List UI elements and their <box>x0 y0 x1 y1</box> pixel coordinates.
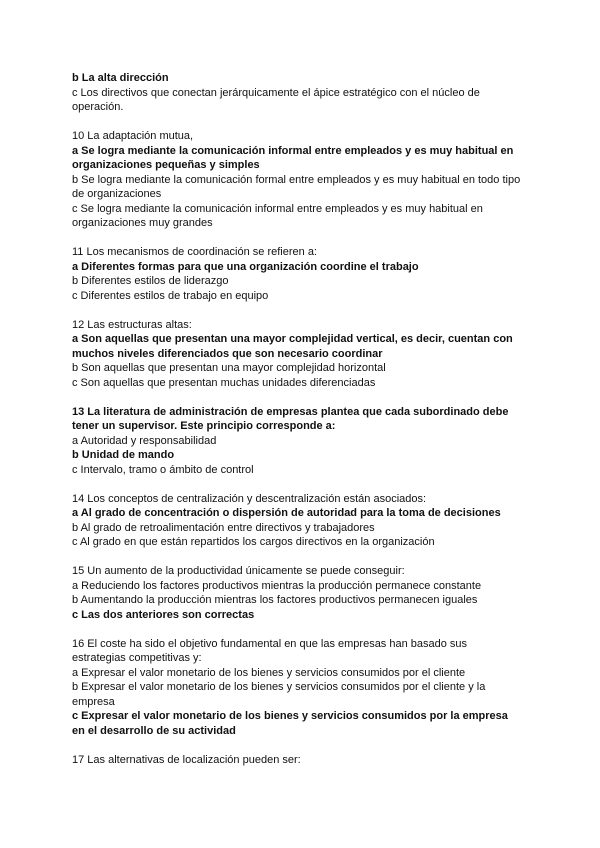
text-line: a Autoridad y responsabilidad <box>72 434 217 447</box>
text-line: 14 Los conceptos de centralización y descentralización están asociados: <box>72 492 427 505</box>
answer-line-highlighted: a Diferentes formas para que una organización coordine el trabajo <box>72 260 419 273</box>
question-block <box>72 318 532 391</box>
text-line: empresa <box>72 695 115 708</box>
text-line: b Expresar el valor monetario de los bienes y servicios consumidos por el cliente y la <box>72 681 486 693</box>
text-line: operación. <box>72 101 124 113</box>
text-line: de organizaciones <box>72 188 162 200</box>
document-content <box>72 71 532 767</box>
question-block <box>72 564 532 622</box>
question-block <box>72 245 532 303</box>
answer-line-highlighted: tener un supervisor. Este principio corresponde a: <box>72 420 336 432</box>
text-line: c Los directivos que conectan jerárquicamente el ápice estratégico con el núcleo de <box>72 86 480 99</box>
answer-line-highlighted: muchos niveles diferenciados que son necesario coordinar <box>72 347 383 360</box>
text-line: a Expresar el valor monetario de los bienes y servicios consumidos por el cliente <box>72 666 466 679</box>
question-block <box>72 405 532 478</box>
text-line: b Diferentes estilos de liderazgo <box>72 275 229 287</box>
answer-line-highlighted: a Al grado de concentración o dispersión de autoridad para la toma de decisiones <box>72 507 501 519</box>
paragraph-spacer <box>72 115 532 130</box>
text-line: b Se logra mediante la comunicación formal entre empleados y es muy habitual en todo tipo <box>72 173 521 186</box>
text-line: organizaciones muy grandes <box>72 217 213 229</box>
paragraph-spacer <box>72 622 532 637</box>
answer-line-highlighted: 13 La literatura de administración de empresas plantea que cada subordinado debe <box>72 405 509 418</box>
paragraph-spacer <box>72 550 532 565</box>
answer-line-highlighted: organizaciones pequeñas y simples <box>72 159 260 171</box>
answer-line-highlighted: c Expresar el valor monetario de los bienes y servicios consumidos por la empresa <box>72 710 508 722</box>
text-line: c Diferentes estilos de trabajo en equipo <box>72 289 269 302</box>
text-line: 16 El coste ha sido el objetivo fundamental en que las empresas han basado sus <box>72 637 468 650</box>
text-line: c Intervalo, tramo o ámbito de control <box>72 463 254 476</box>
answer-line-highlighted: en el desarrollo de su actividad <box>72 724 236 737</box>
answer-line-highlighted: a Se logra mediante la comunicación informal entre empleados y es muy habitual en <box>72 144 514 157</box>
text-line: c Son aquellas que presentan muchas unidades diferenciadas <box>72 376 376 389</box>
answer-line-highlighted: a Son aquellas que presentan una mayor complejidad vertical, es decir, cuentan con <box>72 333 513 345</box>
answer-line-highlighted: b Unidad de mando <box>72 449 175 461</box>
paragraph-spacer <box>72 390 532 405</box>
text-line: a Reduciendo los factores productivos mientras la producción permanece constante <box>72 579 482 592</box>
question-block <box>72 492 532 550</box>
question-block <box>72 753 532 768</box>
text-line: 15 Un aumento de la productividad únicamente se puede conseguir: <box>72 565 405 577</box>
text-line: c Se logra mediante la comunicación informal entre empleados y es muy habitual en <box>72 202 483 215</box>
text-line: 10 La adaptación mutua, <box>72 130 194 142</box>
text-line: b Aumentando la producción mientras los factores productivos permanecen iguales <box>72 594 478 606</box>
text-line: 12 Las estructuras altas: <box>72 318 192 331</box>
paragraph-spacer <box>72 231 532 246</box>
answer-line-highlighted: b La alta dirección <box>72 72 169 84</box>
question-block-continuation <box>72 71 532 115</box>
answer-line-highlighted: c Las dos anteriores son correctas <box>72 608 255 621</box>
text-line: b Al grado de retroalimentación entre directivos y trabajadores <box>72 521 375 534</box>
paragraph-spacer <box>72 477 532 492</box>
text-line: c Al grado en que están repartidos los cargos directivos en la organización <box>72 536 435 548</box>
question-block <box>72 129 532 231</box>
text-line: 17 Las alternativas de localización pueden ser: <box>72 753 301 766</box>
text-line: b Son aquellas que presentan una mayor complejidad horizontal <box>72 362 386 374</box>
text-line: 11 Los mecanismos de coordinación se refieren a: <box>72 246 317 258</box>
paragraph-spacer <box>72 738 532 753</box>
paragraph-spacer <box>72 303 532 318</box>
text-line: estrategias competitivas y: <box>72 652 202 664</box>
question-block <box>72 637 532 739</box>
